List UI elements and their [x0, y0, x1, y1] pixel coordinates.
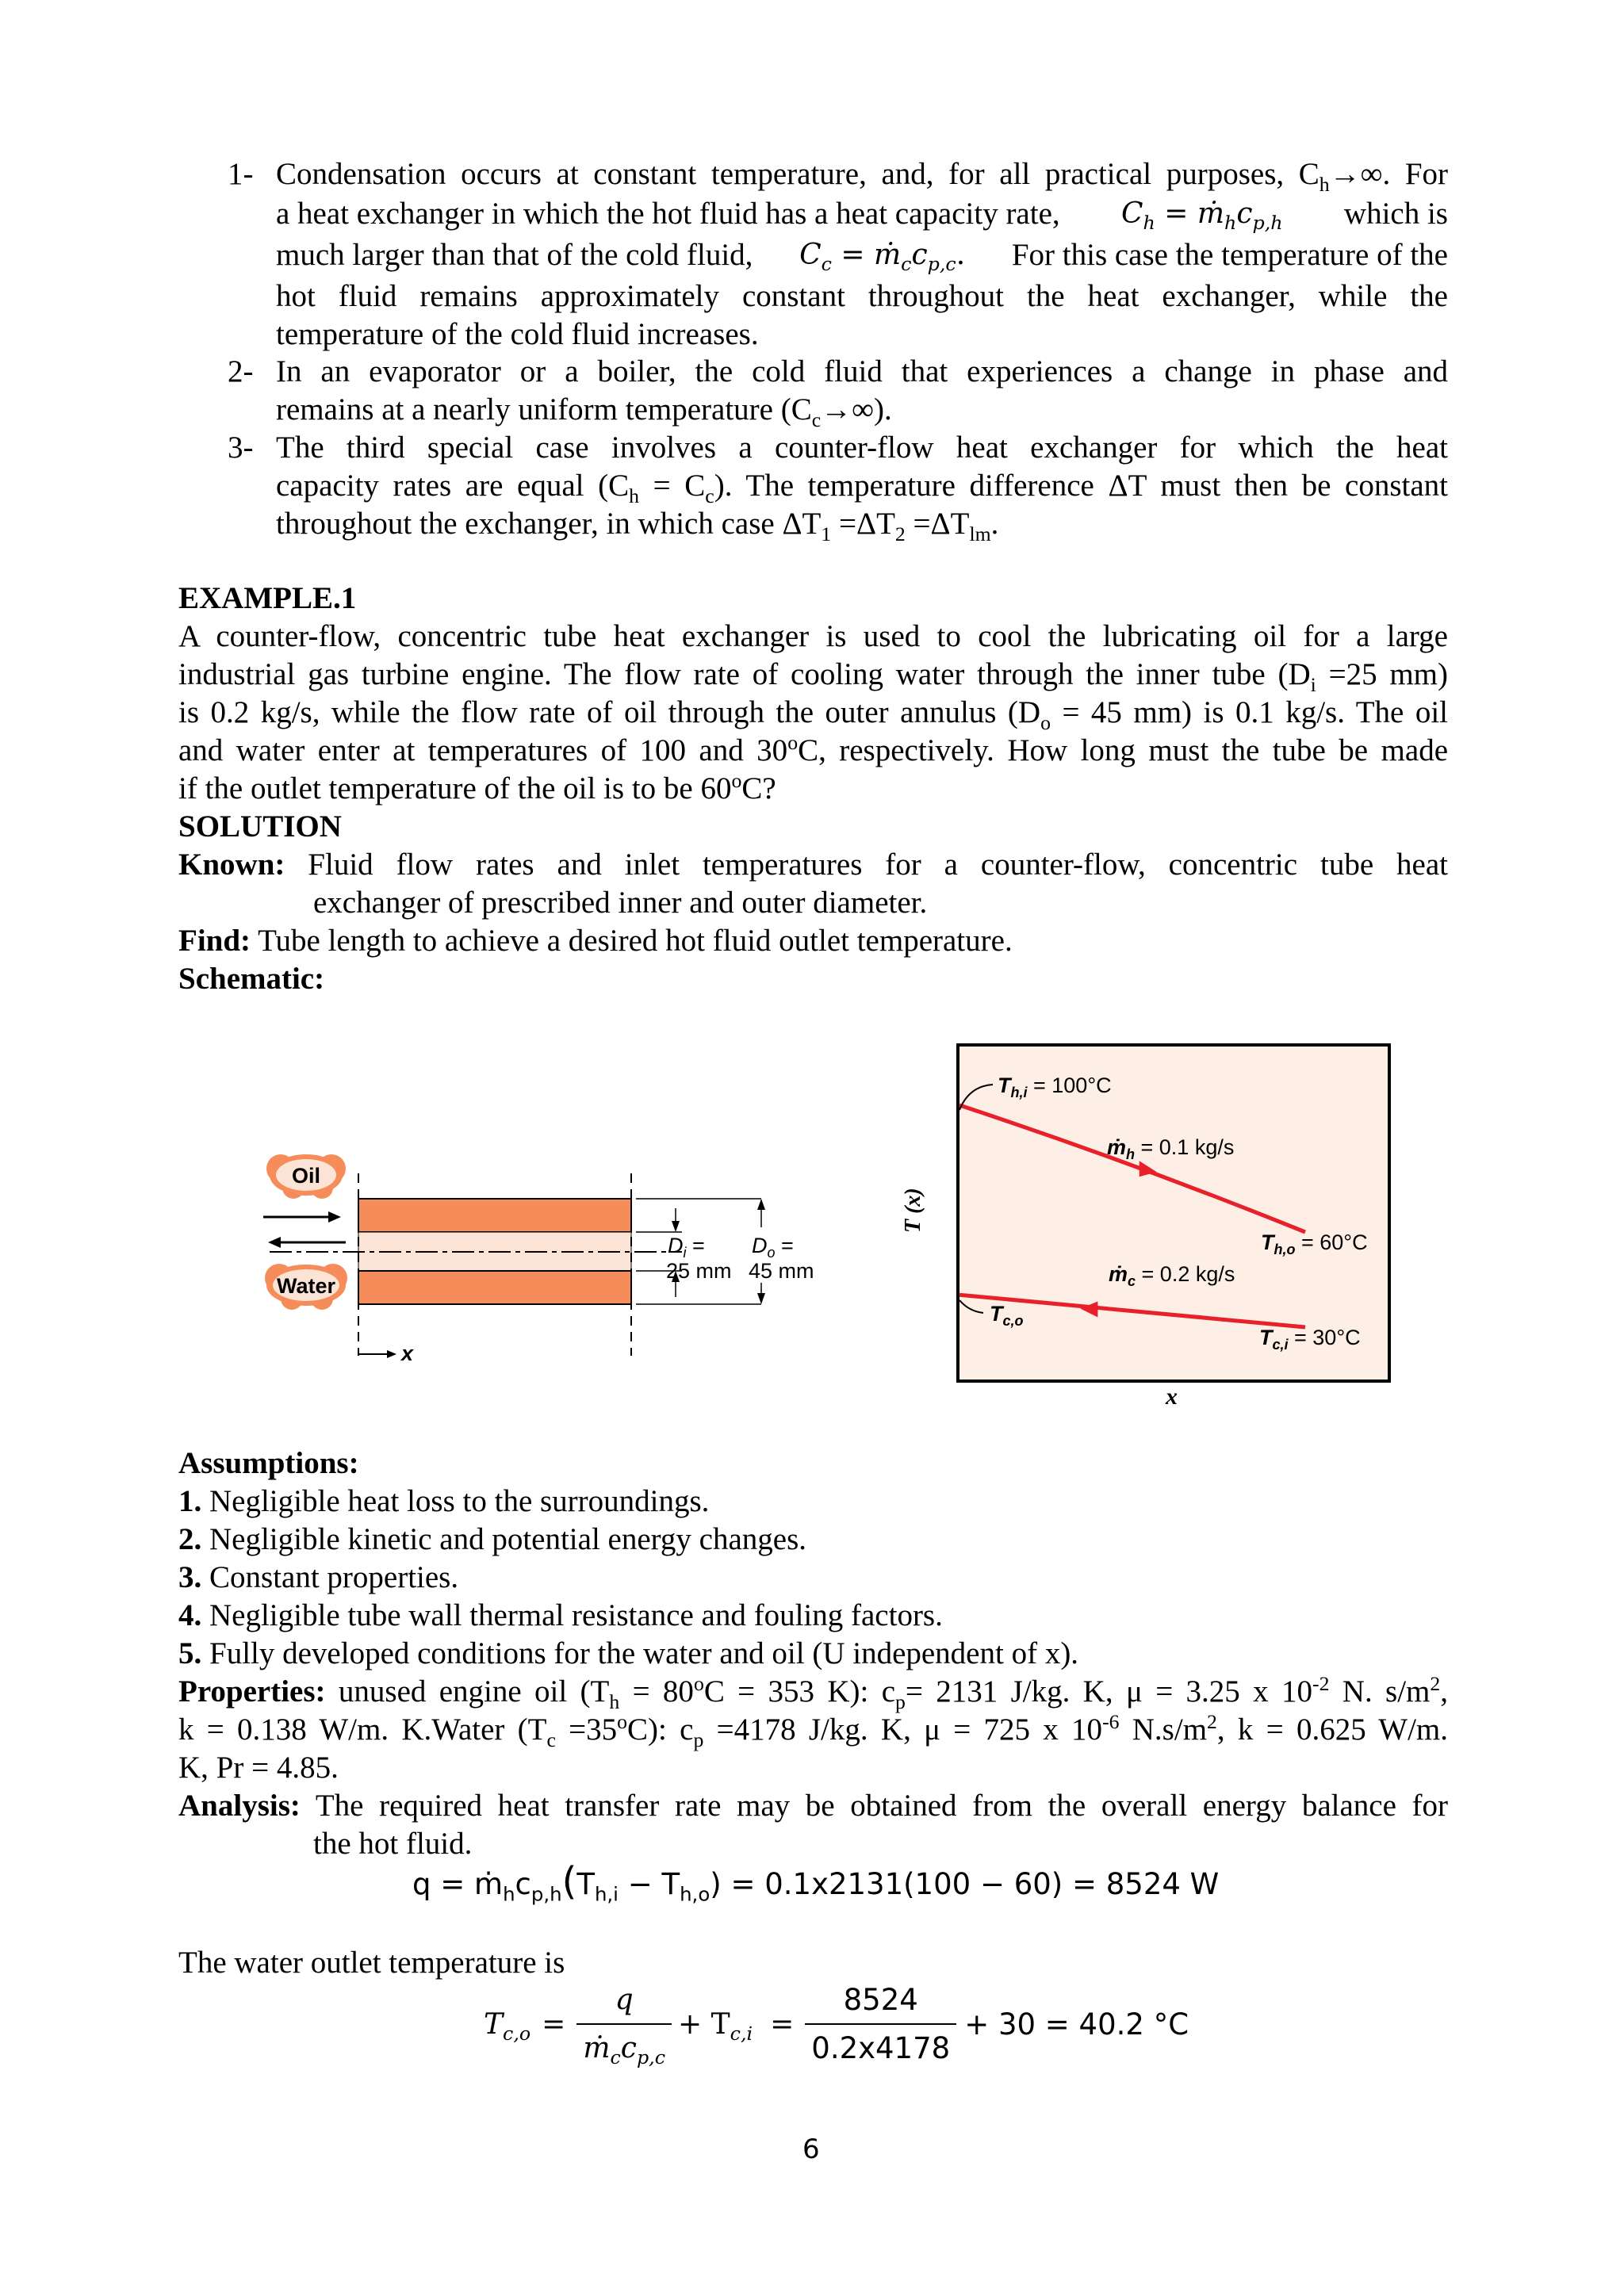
- list-text-line: hot fluid remains approximately constant throughout the heat exchanger, while the: [276, 279, 1448, 313]
- mh-annotation: ṁ$_h$ = 0.1 kg/s: [1107, 1135, 1235, 1162]
- list-text-line: capacity rates are equal $(C_h = C_c)$. The temperature difference ΔT must then be constant: [276, 469, 1448, 507]
- example-text-line: if the outlet temperature of the oil is to be 60$^o$C?: [178, 769, 776, 806]
- mc-annotation: ṁ$_c$ = 0.2 kg/s: [1109, 1262, 1235, 1289]
- analysis-line-2: the hot fluid.: [313, 1827, 473, 1861]
- assumptions-heading: Assumptions:: [178, 1446, 359, 1480]
- do-label: $D_o$ =: [752, 1234, 794, 1261]
- water-outlet-equation: $T_{c,o}$ = $\frac{q}{ṁ_cc_{p,c}}$ + $T_{c,i}$ = $\frac{8524}{0.2x4178}$ + 30 = 40.2 °C: [484, 1983, 1189, 2069]
- list-text-line: Condensation occurs at constant temperature, and, for all practical purposes, $C_h\to\infty$. For: [276, 157, 1448, 196]
- water-flow-arrowhead: [268, 1237, 281, 1248]
- do-value: 45 mm: [749, 1259, 814, 1283]
- temperature-distribution-chart: [952, 1039, 1396, 1395]
- fraction-symbolic: $\frac{q}{ṁ_cc_{p,c}}$: [576, 1981, 672, 2067]
- water-label: Water: [276, 1274, 336, 1298]
- assumption-item: 1. Negligible heat loss to the surroundings.: [178, 1484, 710, 1518]
- x-axis-label: x: [401, 1341, 414, 1365]
- di-label: $D_i$ =: [668, 1234, 705, 1261]
- fraction-numeric: $\frac{8524}{0.2x4178}$: [805, 1981, 956, 2067]
- page-number: 6: [802, 2133, 820, 2165]
- properties-line: Properties: unused engine oil ($T_h = 80^oC = 353$ K): $c_p= 2131$ J/kg. K, μ = 3.25 x $10^{-2}$ N. $s/m^2$,: [178, 1672, 1449, 1713]
- list-text-line: In an evaporator or a boiler, the cold fluid that experiences a change in phase and: [276, 354, 1448, 388]
- properties-line: K, Pr = 4.85.: [178, 1751, 339, 1785]
- example-text-line: A counter-flow, concentric tube heat exchanger is used to cool the lubricating oil for a large: [178, 619, 1448, 653]
- properties-line: k = 0.138 W/m. K.Water $(T_c =35^oC)$: $c_p =4178$ J/kg. K, μ = 725 x $10^{-6}$ $N.s/m^2$, k = 0.625 W/m.: [178, 1710, 1448, 1751]
- oil-flow-arrowhead: [328, 1211, 341, 1223]
- assumption-item: 5. Fully developed conditions for the water and oil (U independent of x).: [178, 1636, 1079, 1670]
- example-heading: EXAMPLE.1: [178, 581, 357, 615]
- chart-xlabel: x: [1166, 1383, 1178, 1410]
- list-text-line: temperature of the cold fluid increases.: [276, 317, 759, 351]
- list-text-line: remains at a nearly uniform temperature $(C_c\to\infty)$.: [276, 392, 892, 431]
- list-text-line: much larger than that of the cold fluid, $C_c$ = $ṁ_cc_{p,c}$. For this case the temperature of the: [276, 238, 1448, 276]
- heat-capacity-cold-equation: $C_c$ = $ṁ_cc_{p,c}$.: [799, 239, 966, 276]
- schematic-label: Schematic:: [178, 962, 325, 996]
- analysis-line: Analysis: The required heat transfer rate may be obtained from the overall energy balance for: [178, 1789, 1448, 1823]
- concentric-tube-schematic: [254, 1142, 856, 1380]
- chart-ylabel: T (x): [901, 1188, 925, 1233]
- tci-annotation: $T_{c,i} = 30^\circ C$: [1259, 1326, 1361, 1353]
- outer-annulus-top: [358, 1199, 631, 1232]
- tho-annotation: $T_{h,o} = 60^\circ C$: [1261, 1230, 1368, 1257]
- example-text-line: and water enter at temperatures of 100 and 30$^o$C, respectively. How long must the tube be made: [178, 731, 1448, 767]
- assumption-item: 2. Negligible kinetic and potential energy changes.: [178, 1522, 807, 1556]
- do-arrow-top: [757, 1199, 765, 1210]
- list-text-line: The third special case involves a counter-flow heat exchanger for which the heat: [276, 430, 1448, 465]
- oil-label: Oil: [291, 1164, 321, 1188]
- list-text-line: throughout the exchanger, in which case $\Delta T_1 =\Delta T_2 =\Delta T_{lm}$.: [276, 507, 999, 545]
- example-text-line: industrial gas turbine engine. The flow rate of cooling water through the inner tube ($D_i =25$ mm): [178, 657, 1448, 696]
- solution-heading: SOLUTION: [178, 809, 342, 844]
- assumption-item: 4. Negligible tube wall thermal resistance and fouling factors.: [178, 1598, 943, 1632]
- known-line-2: exchanger of prescribed inner and outer diameter.: [313, 886, 928, 920]
- tco-annotation: $T_{c,o}$: [990, 1302, 1024, 1329]
- known-line: Known: Fluid flow rates and inlet temperatures for a counter-flow, concentric tube heat: [178, 848, 1448, 882]
- example-text-line: is 0.2 kg/s, while the flow rate of oil through the outer annulus ($D_o = 45$ mm) is 0.1 kg/s. The oil: [178, 695, 1449, 734]
- find-line: Find: Tube length to achieve a desired hot fluid outlet temperature.: [178, 924, 1013, 958]
- water-outlet-text: The water outlet temperature is: [178, 1946, 565, 1980]
- outer-annulus-bottom: [358, 1271, 631, 1304]
- heat-capacity-hot-equation: $C_h$ = $ṁ_hc_{p,h}$: [1120, 197, 1283, 235]
- assumption-item: 3. Constant properties.: [178, 1560, 459, 1594]
- di-value: 25 mm: [666, 1259, 732, 1283]
- list-text-line: a heat exchanger in which the hot fluid has a heat capacity rate, $C_h$ = $ṁ_hc_{p,h}$ which is: [276, 197, 1448, 235]
- di-arrow-top: [672, 1221, 680, 1232]
- heat-rate-equation: $q = ṁ_hc_{p,h}(T_{h,i} - T_{h,o}) = 0.1x2131(100 - 60) = 8524$ W: [412, 1859, 1220, 1906]
- thi-annotation: $T_{h,i} = 100^\circ C$: [998, 1073, 1112, 1100]
- x-axis-arrowhead: [387, 1350, 396, 1358]
- do-arrow-bottom: [757, 1293, 765, 1304]
- chart-ylabel-wrap: [894, 1188, 942, 1249]
- list-number: 1-: [228, 157, 254, 191]
- list-number: 2-: [228, 354, 254, 388]
- list-number: 3-: [228, 430, 254, 465]
